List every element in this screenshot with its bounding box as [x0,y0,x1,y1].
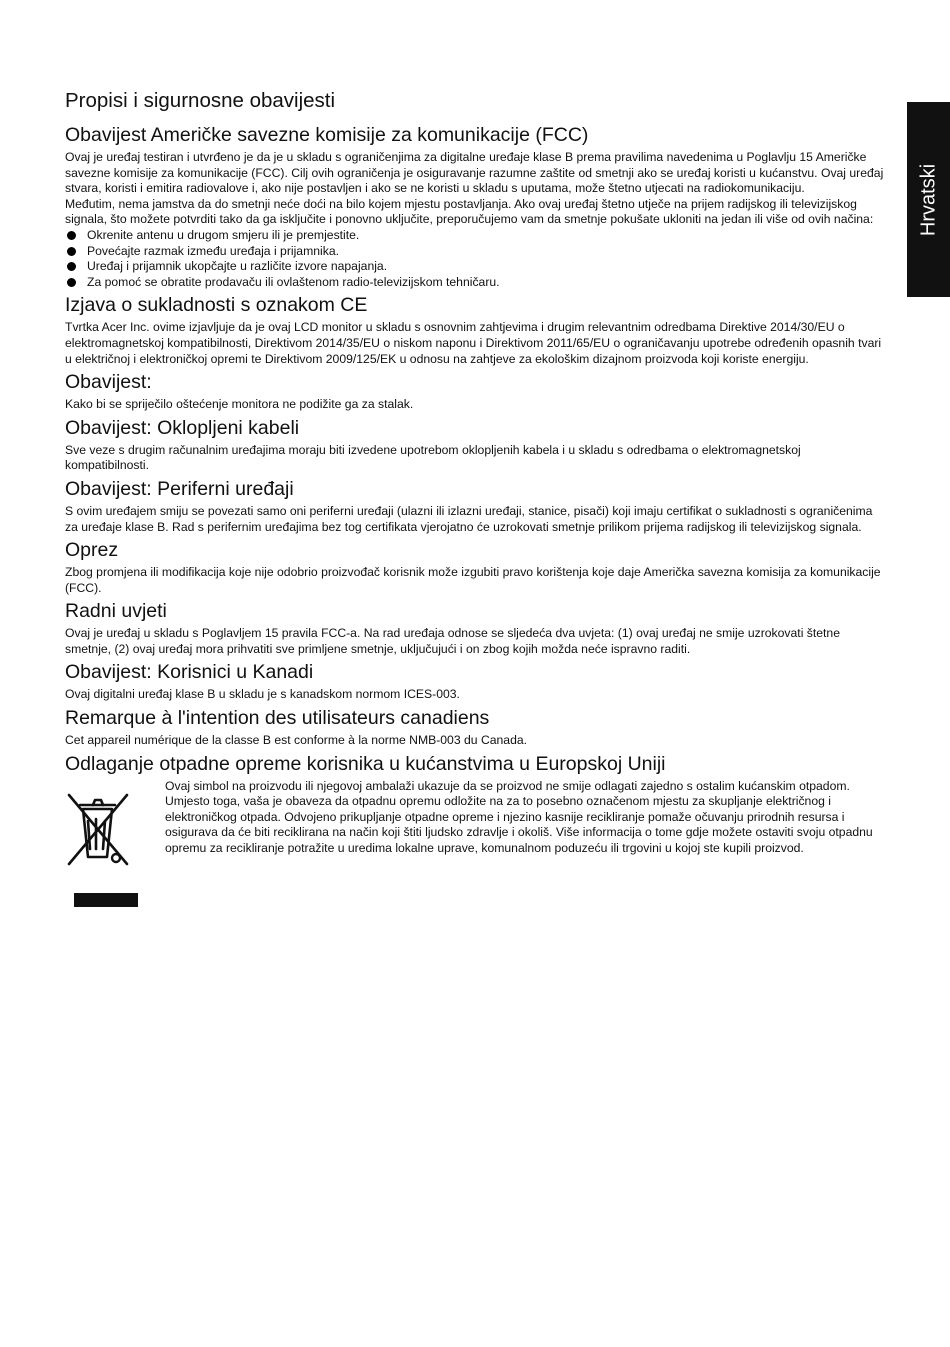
conditions-heading: Radni uvjeti [65,600,167,623]
list-item [65,228,887,244]
peripherals-text: S ovim uređajem smiju se povezati samo oni periferni uređaji (ulazni ili izlazni uređaji, stanice, pisači) koji imaju certifikat o sukladnosti s ograničenima za uređaje klase B. Rad s perifernim uređajima bez tog certifikata vjerojatno će uzrokovati smetnje prilikom prijema radijskog ili televizijskog signala. [65,503,873,534]
weee-text: Ovaj simbol na proizvodu ili njegovoj ambalaži ukazuje da se proizvod ne smije odlagati zajedno s ostalim kućanskim otpadom. Umjesto toga, vaša je obaveza da otpadnu opremu odložite na za to posebno označenom mjestu za skupljanje električnog i elektroničkog otpada. Odvojeno prikupljanje otpadne opreme i njezino kasnije recikliranje pomaže očuvanju prirodnih resursa i osigurava da će biti reciklirana na način koji štiti ljudsko zdravlje i okoliš. Više informacija o tome gdje možete ostaviti svoju otpadnu opremu za recikliranje potražite u uredima lokalne uprave, komunalnom poduzeću ili trgovini u kojoj ste kupili proizvod. [165,778,873,856]
conditions-text: Ovaj je uređaj u skladu s Poglavljem 15 pravila FCC-a. Na rad uređaja odnose se sljedeća dva uvjeta: (1) ovaj uređaj ne smije uzrokovati štetne smetnje, (2) ovaj uređaj mora prihvatiti sve primljene smetnje, uključujući i on zbog kojih možda neće ispravno raditi. [65,626,840,656]
language-tab [907,102,950,297]
ce-section [65,294,887,367]
fcc-paragraph-2: Međutim, nema jamstva da do smetnji neće doći na bilo kojem mjestu postavljanja. Ako ovaj uređaj štetno utječe na prijem radijskog ili televizijskog signala, što možete potvrditi tako da ga isključite i ponovno uključite, preporučujemo vam da smetnje pokušate ukloniti na jedan ili više od ovih načina: [65,196,874,227]
canada-fr-text: Cet appareil numérique de la classe B est conforme à la norme NMB-003 du Canada. [65,733,528,748]
list-item [65,259,887,275]
bullet-icon [67,231,76,240]
fcc-bullet-list [65,228,887,290]
cables-heading: Obavijest: Oklopljeni kabeli [65,416,300,439]
crossed-out-wheelie-bin-icon [65,779,165,909]
weee-text-block [165,779,887,857]
list-item [65,244,887,260]
weee-heading: Odlaganje otpadne opreme korisnika u kućanstvima u Europskoj Uniji [65,752,666,775]
canada-fr-section [65,707,887,749]
fcc-heading: Obavijest Američke savezne komisije za komunikacije (FCC) [65,124,589,146]
canada-fr-heading: Remarque à l'intention des utilisateurs canadiens [65,707,490,730]
list-item-text: Okrenite antenu u drugom smjeru ili je premjestite. [87,227,360,242]
bullet-icon [67,262,76,271]
weee-symbol [65,779,165,929]
bullet-icon [67,247,76,256]
list-item-text: Uređaj i prijamnik ukopčajte u različite izvore napajanja. [87,259,388,274]
notice-text: Kako bi se spriječilo oštećenje monitora ne podižite ga za stalak. [65,397,414,412]
list-item-text: Za pomoć se obratite prodavaču ili ovlaštenom radio-televizijskom tehničaru. [87,274,500,289]
weee-section [65,753,887,929]
canada-heading: Obavijest: Korisnici u Kanadi [65,661,314,684]
ce-text: Tvrtka Acer Inc. ovime izjavljuje da je ovaj LCD monitor u skladu s osnovnim zahtjevima i drugim relevantnim odredbama Direktive 2014/30/EU o elektromagnetskoj kompatibilnosti, Direktivom 2014/35/EU o niskom naponu i Direktivom 2011/65/EU o ograničavanju upotrebe određenih opasnih tvari u električnoj i elektroničkoj opremi te Direktivom 2009/125/EK u odnosu na zahtjeve za ekološkim dizajnom proizvoda koji koriste energiju. [65,320,882,366]
peripherals-heading: Obavijest: Periferni uređaji [65,477,294,500]
canada-text: Ovaj digitalni uređaj klase B u skladu je s kanadskom normom ICES-003. [65,687,460,702]
caution-section [65,539,887,596]
notice-section [65,371,887,413]
weee-row [65,779,887,929]
list-item-text: Povećajte razmak između uređaja i prijamnika. [87,243,339,258]
cables-text: Sve veze s drugim računalnim uređajima moraju biti izvedene upotrebom oklopljenih kabela i u skladu s odredbama o elektromagnetskoj kompatibilnosti. [65,442,801,473]
caution-heading: Oprez [65,539,119,562]
list-item [65,275,887,291]
language-tab-label: Hrvatski [917,163,939,236]
cables-section [65,417,887,474]
conditions-section [65,600,887,657]
notice-heading: Obavijest: [65,371,152,394]
canada-section [65,661,887,703]
ce-heading: Izjava o sukladnosti s oznakom CE [65,294,368,317]
caution-text: Zbog promjena ili modifikacija koje nije odobrio proizvođač korisnik može izgubiti pravo korištenja koje daje Američka savezna komisija za komunikacije (FCC). [65,565,881,595]
bullet-icon [67,278,76,287]
fcc-paragraph-1: Ovaj je uređaj testiran i utvrđeno je da je u skladu s ograničenjima za digitalne uređaje klase B prema pravilima navedenima u Poglavlju 15 Američke savezne komisije za komunikacije (FCC). Cilj ovih ograničenja je osiguravanje razumne zaštite od smetnji ako se uređaj koristi u kućanstvu. Ovaj uređaj stvara, koristi i emitira radiovalove i, ako nije postavljen i ako se ne koristi u skladu s uputama, može štetno utjecati na radiokomunikaciju. [65,150,884,196]
fcc-section [65,124,887,290]
page-title: Propisi i sigurnosne obavijesti [65,89,336,112]
peripherals-section [65,478,887,535]
document-page [65,88,887,933]
